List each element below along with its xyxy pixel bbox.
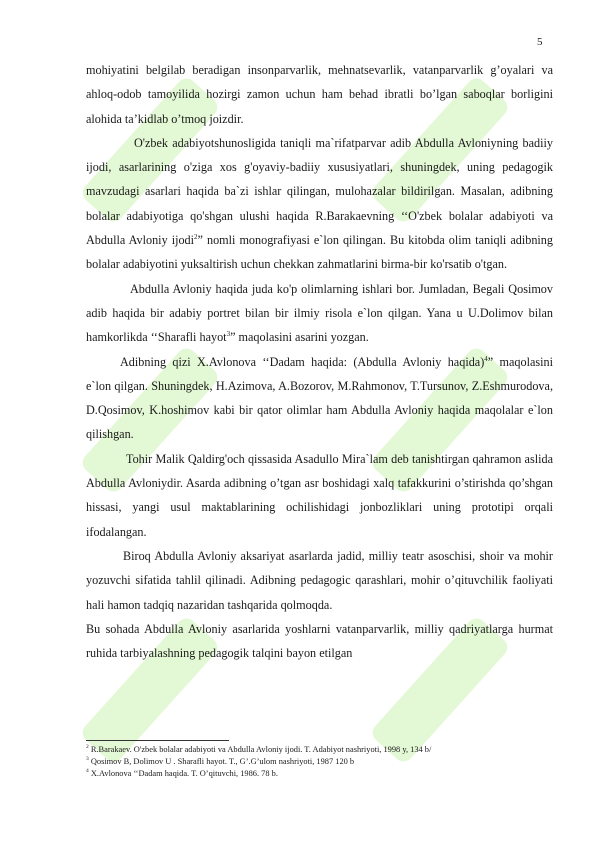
paragraph-text: Abdulla Avloniy haqida juda ko'p olimlarning ishlari bor. Jumladan, Begali Qosimov adib haqida bir adabiy portret bilan bir ilmiy risola e`lon qilgan. Yana u U.Dolimov bilan hamkorlikda ‘‘Sharafli hayot bbox=[86, 281, 553, 345]
paragraph: Tohir Malik Qaldirg'och qissasida Asadullo Mira`lam deb tanishtirgan qahramon aslida Abdulla Avloniydir. Asarda adibning o’tgan asr boshidagi xalq tafakkurini o’stirishda qo’shgan hissasi, yangi usul maktablarining ochilishidagi jonbozliklari uning prototipi orqali ifodalangan. bbox=[86, 451, 553, 539]
footnote-text: Qosimov B, Dolimov U . Sharafli hayot. T., G’.G’ulom nashriyoti, 1987 120 b bbox=[88, 757, 355, 767]
footnote-text: X.Avlonova ‘‘Dadam haqida. T. O’qituvchi, 1986. 78 b. bbox=[88, 769, 278, 779]
footnote-ref: 3 bbox=[226, 330, 231, 339]
paragraph bbox=[86, 350, 553, 447]
footnote-ref: 2 bbox=[194, 233, 198, 242]
footnote-number: 2 bbox=[86, 744, 89, 751]
footnote bbox=[86, 768, 556, 780]
paragraph: Biroq Abdulla Avloniy aksariyat asarlarda jadid, milliy teatr asoschisi, shoir va mohir yozuvchi sifatida tahlil qilinadi. Adibning pedagogic qarashlari, mohir o’qituvchilik faoliyati hali hamon tadqiq nazaridan tashqarida qolmoqda. bbox=[86, 548, 553, 612]
paragraph bbox=[86, 131, 553, 277]
paragraph-text: ” maqolasini e`lon qilgan. Shuningdek, H.Azimova, A.Bozorov, M.Rahmonov, T.Tursunov, Z.Eshmurodova, D.Qosimov, K.hoshimov kabi bir qator olimlar ham Abdulla Avloniy haqida maqolalar e`lon qilishgan. bbox=[86, 354, 554, 442]
paragraph: Bu sohada Abdulla Avloniy asarlarida yoshlarni vatanparvarlik, milliy qadriyatlarga hurmat ruhida tarbiyalashning pedagogik talqini bayon etilgan bbox=[86, 621, 553, 661]
footnote bbox=[86, 744, 556, 756]
paragraph-text: ” nomli monografiyasi e`lon qilingan. Bu kitobda olim taniqli adibning bolalar adabiyotini yuksaltirish uchun chekkan zahmatlarini birma-bir ko'rsatib o'tgan. bbox=[86, 233, 553, 272]
paragraph-text: O'zbek adabiyotshunosligida taniqli ma`rifatparvar adib Abdulla Avloniyning badiiy ijodi, asarlarining o'ziga xos g'oyaviy-badiiy xususiyatlari, shuningdek, uning pedagogik mavzudagi asarlari haqida ba`zi ishlar qilingan, mulohazalar bildirilgan. Masalan, adibning bolalar adabiyotiga qo'shgan ulushi haqida R.Barakaevning ‘‘O'zbek bolalar adabiyoti va Abdulla Avloniy ijodi bbox=[86, 135, 553, 248]
footnote-ref: 4 bbox=[484, 354, 488, 363]
footnote-number: 4 bbox=[86, 768, 89, 775]
page-number: 5 bbox=[537, 36, 543, 48]
footnote bbox=[86, 756, 556, 768]
paragraph-text: Adibning qizi X.Avlonova ‘‘Dadam haqida: (Abdulla Avloniy haqida) bbox=[120, 354, 485, 369]
body-text bbox=[86, 58, 553, 665]
paragraph-text: ” maqolasini asarini yozgan. bbox=[230, 330, 369, 345]
footnote-separator bbox=[86, 740, 229, 741]
paragraph bbox=[86, 277, 553, 350]
footnotes bbox=[86, 744, 556, 781]
footnote-number: 3 bbox=[86, 756, 89, 763]
paragraph: mohiyatini belgilab beradigan insonparvarlik, mehnatsevarlik, vatanparvarlik g’oyalari va ahloq-odob tamoyilida hozirgi zamon uchun ham behad ibratli bo’lgan saboqlar borligini alohida ta’kidlab o’tmoq joizdir. bbox=[86, 63, 553, 126]
footnote-text: R.Barakaev. O'zbek bolalar adabiyoti va Abdulla Avloniy ijodi. T. Adabiyot nashriyoti, 1998 y, 134 b/ bbox=[88, 745, 432, 754]
